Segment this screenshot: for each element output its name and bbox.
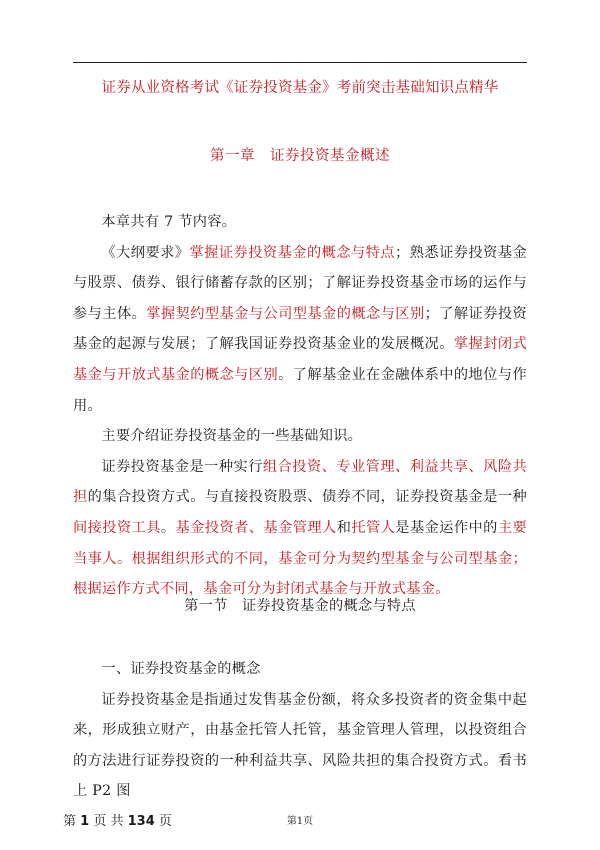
definition-text-2: 的集合投资方式。与直接投资股票、债券不同，证券投资基金是一种 — [87, 489, 527, 506]
definition-text-3: 。 — [160, 519, 176, 536]
section-text — [73, 654, 527, 807]
footer-post: 页 — [158, 814, 172, 829]
footer-pre: 第 — [63, 814, 77, 829]
paragraph-definition — [73, 452, 527, 605]
footer-page-number: 1 — [80, 814, 90, 829]
outline-text-2: ；了解证券投资基金的起源与发展；了解我国证券投资基金业的发展概况。 — [73, 305, 527, 353]
paragraph-sections-count: 本章共有 7 节内容。 — [101, 214, 237, 230]
definition-highlight-2: 间接投资工具 — [73, 519, 161, 536]
definition-highlight-1: 组合投资、专业管理、利益共享、风险共担 — [73, 458, 527, 506]
definition-highlight-4: 托管人 — [351, 519, 396, 536]
definition-highlight-6: 。根据组织形式的不同，基金可分为契约型基金与公司型基金；根据运作方式不同，基金可分为封闭式基金与开放式基金。 — [73, 550, 527, 598]
paragraph-main-content: 主要介绍证券投资基金的一些基础知识。 — [101, 428, 363, 445]
chapter-title: 第一章 证券投资基金概述 — [210, 148, 390, 164]
outline-highlight-2: 掌握契约型基金与公司型基金的概念与区别 — [146, 305, 425, 322]
section-subhead: 一、证券投资基金的概念 — [101, 661, 261, 677]
footer-mid: 页 共 — [93, 814, 124, 829]
definition-text-5: 是基金运作中的 — [395, 519, 498, 536]
footer-total-pages: 134 — [127, 814, 155, 829]
outline-highlight-1: 掌握证券投资基金的概念与特点 — [189, 244, 396, 261]
outline-text-1: ；熟悉证券投资基金与股票、债券、银行储蓄存款的区别；了解证券投资基金市场的运作与参与主体。 — [73, 244, 528, 322]
paragraph-outline — [73, 238, 527, 422]
section-title: 第一节 证券投资基金的概念与特点 — [184, 598, 416, 614]
document-title: 证券从业资格考试《证券投资基金》考前突击基础知识点精华 — [101, 80, 499, 96]
definition-text-1: 证券投资基金是一种实行 — [101, 458, 263, 475]
definition-text-4: 和 — [336, 519, 352, 536]
outline-text-3: 。了解基金业在金融体系中的地位与作用。 — [73, 366, 527, 414]
footer-page-label: 第1页 — [286, 816, 314, 827]
section-paragraph: 证券投资基金是指通过发售基金份额，将众多投资者的资金集中起来，形成独立财产，由基金托管人托管，基金管理人管理，以投资组合的方法进行证券投资的一种利益共享、风险共担的集合投资方式。看书上 P2 图 — [73, 691, 527, 800]
header-rule — [73, 62, 527, 63]
outline-label: 《大纲要求》 — [101, 244, 190, 261]
intro-text — [73, 207, 527, 605]
definition-highlight-3: 基金投资者、基金管理人 — [175, 519, 337, 536]
outline-highlight-3: 掌握封闭式基金与开放式基金的概念与区别 — [73, 336, 527, 383]
definition-highlight-5: 主要当事人 — [73, 519, 527, 567]
